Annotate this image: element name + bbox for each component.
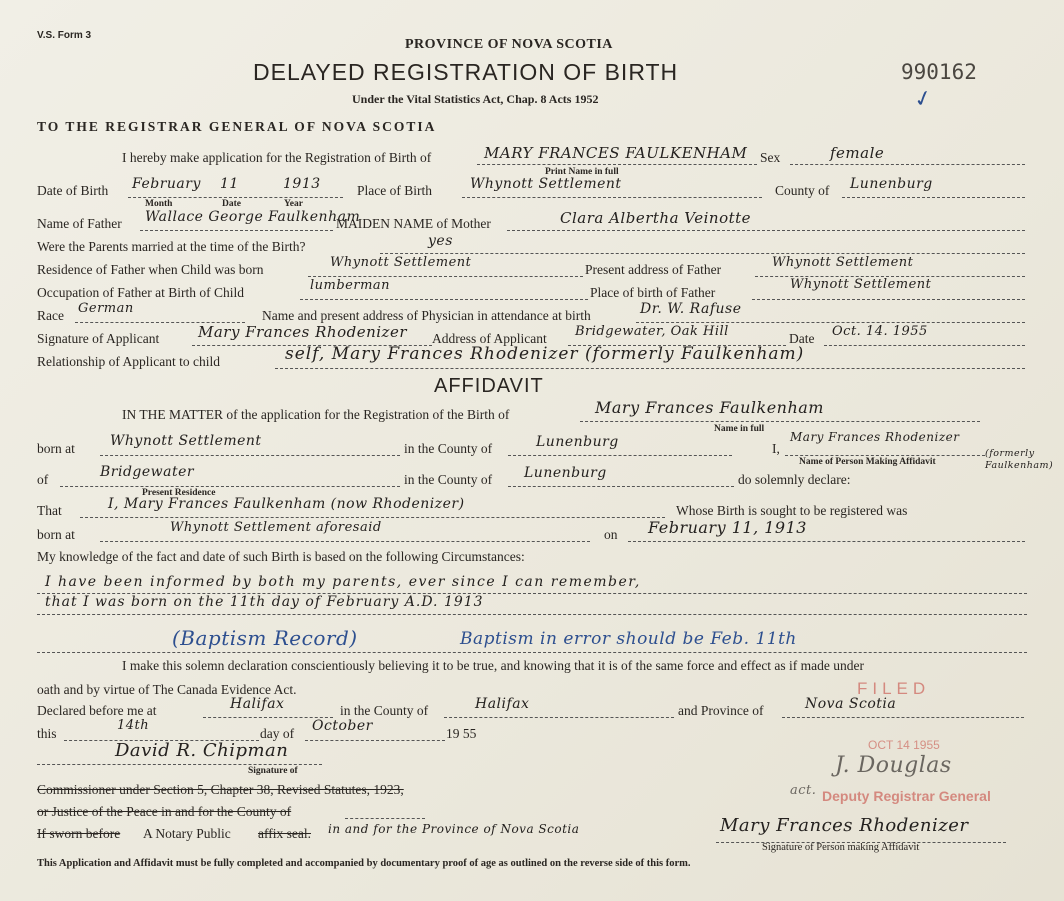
label-married: Were the Parents married at the time of the Birth? <box>37 239 306 254</box>
serial-number: 990162 <box>901 60 977 84</box>
caption-month: Month <box>145 199 173 209</box>
label-sex: Sex <box>760 150 781 165</box>
label-day-of: day of <box>260 726 295 741</box>
label-race: Race <box>37 308 64 323</box>
applicant-signature: Mary Frances Rhodenizer <box>198 323 408 341</box>
label-county-2: in the County of <box>340 703 429 718</box>
born-on-value: February 11, 1913 <box>648 518 807 537</box>
born-county-value: Lunenburg <box>536 434 619 450</box>
present-address-father: Whynott Settlement <box>772 255 914 270</box>
notary-note: in and for the Province of Nova Scotia <box>328 822 580 836</box>
circumstance-line-2: that I was born on the 11th day of February A.D. 1913 <box>45 594 484 610</box>
label-addr-applicant: Address of Applicant <box>432 331 547 346</box>
commissioner-line-3b: A Notary Public <box>143 826 231 841</box>
declarant-name: Mary Frances Rhodenizer <box>790 430 960 444</box>
declared-county-value: Halifax <box>475 696 530 712</box>
dob-year: 1913 <box>283 176 321 192</box>
label-father-birthplace: Place of birth of Father <box>590 285 716 300</box>
footer-note: This Application and Affidavit must be fully completed and accompanied by documentary proof of age as outlined on the reverse side of this form. <box>37 858 691 869</box>
form-subtitle: Under the Vital Statistics Act, Chap. 8 Acts 1952 <box>352 92 599 106</box>
label-place-birth: Place of Birth <box>357 183 432 198</box>
caption-affiant-signature: Signature of Person making Affidavit <box>762 842 920 853</box>
label-present-father: Present address of Father <box>585 262 722 277</box>
occupation-value: lumberman <box>310 278 391 293</box>
circumstance-line-1: I have been informed by both my parents, ever since I can remember, <box>45 574 641 590</box>
label-date: Date <box>789 331 815 346</box>
filed-stamp: FILED <box>857 679 931 698</box>
registrar-prefix: act. <box>790 783 817 798</box>
caption-name-full: Name in full <box>714 424 765 434</box>
label-occupation: Occupation of Father at Birth of Child <box>37 285 244 300</box>
label-on: on <box>604 527 618 542</box>
applicant-address: Bridgewater, Oak Hill <box>575 324 729 339</box>
label-county: County of <box>775 183 830 198</box>
label-maiden: MAIDEN NAME of Mother <box>336 216 491 231</box>
baptism-correction-note: Baptism in error should be Feb. 11th <box>460 629 797 649</box>
race-value: German <box>78 301 134 316</box>
registrar-signature: J. Douglas <box>835 753 952 778</box>
married-value: yes <box>428 233 453 249</box>
caption-print-name: Print Name in full <box>545 167 619 177</box>
filed-date-stamp: OCT 14 1955 <box>868 738 940 752</box>
solemn-declaration-2: oath and by virtue of The Canada Evidence Act. <box>37 682 297 697</box>
label-declare: do solemnly declare: <box>738 472 851 487</box>
label-father: Name of Father <box>37 216 122 231</box>
born-at-value: Whynott Settlement <box>110 433 262 449</box>
label-born-at: born at <box>37 441 75 456</box>
birth-of-name: Mary Frances Faulkenham <box>595 398 824 417</box>
declarant-note: (formerly Faulkenham) <box>985 448 1054 471</box>
label-i: I, <box>772 441 780 456</box>
physician-value: Dr. W. Rafuse <box>640 301 742 317</box>
baptism-record-note: (Baptism Record) <box>172 626 358 650</box>
deputy-registrar-stamp: Deputy Registrar General <box>822 788 991 804</box>
affiant-signature: Mary Frances Rhodenizer <box>720 815 969 836</box>
label-declared: Declared before me at <box>37 703 157 718</box>
label-dob: Date of Birth <box>37 183 109 198</box>
label-in-county-2: in the County of <box>404 472 493 487</box>
declared-day: 14th <box>117 718 150 733</box>
label-sig-applicant: Signature of Applicant <box>37 331 160 346</box>
commissioner-line-1: Commissioner under Section 5, Chapter 38, Revised Statutes, 1923, <box>37 782 404 797</box>
sex-value: female <box>830 144 885 162</box>
relationship-value: self, Mary Frances Rhodenizer (formerly Faulkenham) <box>285 344 805 364</box>
caption-residence: Present Residence <box>142 488 216 498</box>
caption-signature-of: Signature of <box>248 766 298 776</box>
declared-province-value: Nova Scotia <box>805 696 897 712</box>
residence-county: Lunenburg <box>524 465 607 481</box>
residence-value: Bridgewater <box>100 464 195 480</box>
label-province: and Province of <box>678 703 764 718</box>
commissioner-line-3a: If sworn before <box>37 826 121 841</box>
province-heading: PROVINCE OF NOVA SCOTIA <box>405 37 613 52</box>
solemn-declaration-1: I make this solemn declaration conscientiously believing it to be true, and knowing that it is of the same force and effect as if made under <box>122 658 865 673</box>
label-relationship: Relationship of Applicant to child <box>37 354 220 369</box>
child-name: MARY FRANCES FAULKENHAM <box>484 144 748 162</box>
caption-year: Year <box>284 199 303 209</box>
affidavit-heading: AFFIDAVIT <box>434 375 544 397</box>
label-whose: Whose Birth is sought to be registered was <box>676 503 908 518</box>
residence-father: Whynott Settlement <box>330 255 472 270</box>
born-at-aforesaid: Whynott Settlement aforesaid <box>170 520 382 535</box>
label-born-at-2: born at <box>37 527 75 542</box>
dob-date: 11 <box>220 176 239 192</box>
dob-month: February <box>132 176 201 192</box>
application-date: Oct. 14. 1955 <box>832 324 928 339</box>
place-birth: Whynott Settlement <box>470 176 622 192</box>
label-apply: I hereby make application for the Registration of Birth of <box>122 150 432 165</box>
registrar-line: TO THE REGISTRAR GENERAL OF NOVA SCOTIA <box>37 119 437 134</box>
label-physician: Name and present address of Physician in attendance at birth <box>262 308 591 323</box>
father-name: Wallace George Faulkenham <box>145 209 361 225</box>
label-in-county: in the County of <box>404 441 493 456</box>
check-mark-icon: ✓ <box>910 84 936 113</box>
form-title: DELAYED REGISTRATION OF BIRTH <box>253 59 679 85</box>
label-that: That <box>37 503 62 518</box>
father-birthplace: Whynott Settlement <box>790 277 932 292</box>
caption-date: Date <box>222 199 241 209</box>
county-value: Lunenburg <box>850 176 933 192</box>
caption-declarant: Name of Person Making Affidavit <box>799 457 936 467</box>
label-knowledge: My knowledge of the fact and date of such Birth is based on the following Circumstances: <box>37 549 525 564</box>
declared-year: 19 55 <box>446 726 477 741</box>
form-number: V.S. Form 3 <box>37 30 92 41</box>
label-this: this <box>37 726 57 741</box>
commissioner-line-3c: affix seal. <box>258 826 311 841</box>
that-text: I, Mary Frances Faulkenham (now Rhodenizer) <box>108 496 465 512</box>
mother-maiden-name: Clara Albertha Veinotte <box>560 209 752 227</box>
declared-at-value: Halifax <box>230 696 285 712</box>
commissioner-signature: David R. Chipman <box>115 740 289 761</box>
label-of: of <box>37 472 49 487</box>
declared-month: October <box>312 718 373 734</box>
label-res-father: Residence of Father when Child was born <box>37 262 264 277</box>
commissioner-line-2: or Justice of the Peace in and for the County of <box>37 804 292 819</box>
label-matter: IN THE MATTER of the application for the Registration of the Birth of <box>122 407 510 422</box>
